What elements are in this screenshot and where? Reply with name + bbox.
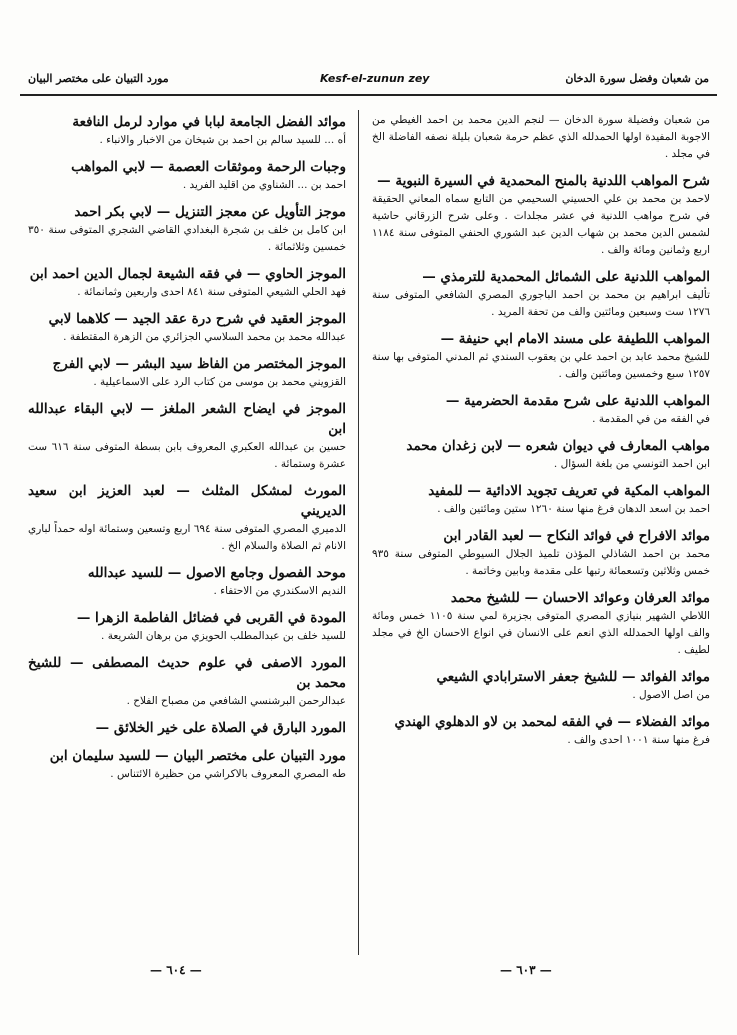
entry-body: حسين بن عبدالله العكبري المعروف بابن بسطة المتوفى سنة ٦١٦ ست عشرة وستمائة . [28, 441, 346, 470]
column-divider [358, 110, 359, 955]
entry [372, 329, 710, 383]
entry [372, 112, 710, 163]
entry-title: موائد الافراح في فوائد النكاح — لعبد القادر ابن [443, 528, 710, 544]
entry-body: عبدالرحمن البرشنسي الشافعي من مصباح الفلاح . [126, 695, 346, 707]
entry [372, 481, 710, 518]
entry-title: المواهب اللدنية على الشمائل المحمدية للترمذي — [422, 269, 710, 285]
entry [372, 712, 710, 749]
entry-body: اللاطي الشهير بنيازي المصري المتوفى بجزيرة لمي سنة ١١٠٥ خمس ومائة والف اولها الحمدلله الذي انعم على الانسان في انواع الاحسان الخ في مجلد لطيف . [372, 610, 710, 656]
entry-body: احمد بن ... الشناوي من اقليد الفريد . [182, 179, 346, 191]
entry-title: موجز التأويل عن معجز التنزيل — لابي بكر احمد [74, 204, 346, 220]
entry [28, 746, 346, 783]
entry-title: المورد الاصفى في علوم حديث المصطفى — للشيخ محمد بن [28, 655, 346, 691]
entry-title: الموجز العقيد في شرح درة عقد الجيد — كلاهما لابي [48, 311, 346, 327]
entry-body: من اصل الاصول . [632, 689, 710, 701]
entry-title: المودة في القربى في فضائل الفاطمة الزهرا — [76, 610, 346, 626]
entry [28, 157, 346, 194]
entry [28, 718, 346, 738]
entry-body: تأليف ابراهيم بن محمد بن احمد الباجوري المصري الشافعي المتوفى سنة ١٢٧٦ ست وسبعين ومائتين والف من تحفة المريد . [372, 289, 710, 318]
entry-body: الدميري المصري المتوفى سنة ٦٩٤ اربع وتسعين وستمائة اوله حمداً لباري الانام ثم الصلاة والسلام الخ . [28, 523, 346, 552]
entry-title: الموجز في ايضاح الشعر الملغز — لابي البقاء عبدالله ابن [28, 401, 346, 437]
entry-title: الموجز المختصر من الفاظ سيد البشر — لابي الفرج [52, 356, 346, 372]
entry-body: لاحمد بن محمد بن علي الحسيني السحيمي من التابع سماه المعاني الحقيقة في شرح مواهب اللدنية في عشر مجلدات . وعلى شرح الزرقاني حاشية لشمس الدين محمد بن شهاب الدين عبد الشوري الحنفي المتوفى سنة ١١٨٤ اربع وثمانين ومائة والف . [372, 193, 710, 256]
header-center-title: Kesf-el-zunun zey [320, 72, 430, 85]
left-column [28, 112, 346, 965]
running-header [20, 58, 717, 92]
entry [28, 354, 346, 391]
entry-title: المواهب اللطيفة على مسند الامام ابي حنيفة — [440, 331, 710, 347]
entry-body: طه المصري المعروف بالاكراشي من حظيرة الائتناس . [110, 768, 346, 780]
entry-title: موائد الفوائد — للشيخ جعفر الاسترابادي الشيعي [436, 669, 710, 685]
entry [28, 264, 346, 301]
entry-body: من شعبان وفضيلة سورة الدخان — لنجم الدين محمد بن احمد الغيطي من الاجوبة المفيدة اولها الحمدلله الذي عظم حرمة شعبان بليلة نصفه الفاضلة الخ في مجلد . [372, 114, 710, 160]
entry-body: أه ... للسيد سالم بن احمد بن شيخان من الاخبار والانباء . [99, 134, 346, 146]
entry-body: للشيخ محمد عابد بن احمد علي بن يعقوب السندي ثم المدني المتوفى بها سنة ١٢٥٧ سبع وخمسين ومائتين والف . [372, 351, 710, 380]
entry-title: موائد الفضلاء — في الفقه لمحمد بن لاو الدهلوي الهندي [394, 714, 710, 730]
entry-body: عبدالله محمد بن محمد السلاسي الجزائري من الزهرة المقتطفة . [63, 331, 346, 343]
entry-body: فهد الحلي الشيعي المتوفى سنة ٨٤١ احدى واربعين وثمانمائة . [77, 286, 346, 298]
entry-title: المورد البارق في الصلاة على خير الخلائق — [95, 720, 346, 736]
page-number-right: — ٦٠٣ — [500, 963, 552, 977]
entry [372, 171, 710, 259]
entry [372, 267, 710, 321]
entry [372, 526, 710, 580]
entry-body: محمد بن احمد الشاذلي المؤذن تلميذ الجلال السيوطي المتوفى سنة ٩٣٥ خمس وثلاثين وتسعمائة رتبها على مقدمة وبابين وخاتمة . [372, 548, 710, 577]
entry-title: المواهب المكية في تعريف تجويد الادائية — للمفيد [428, 483, 710, 499]
header-rule [20, 94, 717, 96]
entry [28, 309, 346, 346]
entry-body: النديم الاسكندري من الاحتفاء . [213, 585, 346, 597]
entry-title: وجبات الرحمة وموثقات العصمة — لابي المواهب [71, 159, 346, 175]
entry [28, 608, 346, 645]
entry [372, 667, 710, 704]
entry-body: في الفقه من في المقدمة . [592, 413, 710, 425]
entry-body: فرغ منها سنة ١٠٠١ احدى والف . [567, 734, 710, 746]
entry [28, 399, 346, 473]
entry-title: المواهب اللدنية على شرح مقدمة الحضرمية — [445, 393, 710, 409]
entry-body: ابن احمد التونسي من بلغة السؤال . [553, 458, 710, 470]
right-column [372, 112, 710, 965]
entry-title: مواهب المعارف في ديوان شعره — لابن زغدان محمد [406, 438, 710, 454]
entry [28, 653, 346, 710]
entry-title: المورث لمشكل المثلث — لعبد العزيز ابن سعيد الديريني [28, 483, 346, 519]
header-left-title: مورد التبيان على مختصر البيان [28, 72, 169, 85]
entry-title: شرح المواهب اللدنية بالمنح المحمدية في السيرة النبوية — [377, 173, 710, 189]
entry [28, 481, 346, 555]
entry-title: مورد التبيان على مختصر البيان — للسيد سليمان ابن [49, 748, 346, 764]
entry [372, 391, 710, 428]
entry [28, 112, 346, 149]
entry-title: الموجز الحاوي — في فقه الشيعة لجمال الدين احمد ابن [29, 266, 346, 282]
entry-body: للسيد خلف بن عبدالمطلب الحويزي من برهان الشريعة . [101, 630, 346, 642]
entry-title: موائد العرفان وعوائد الاحسان — للشيخ محمد [450, 590, 710, 606]
entry-body: احمد بن اسعد الدهان فرغ منها سنة ١٢٦٠ ستين ومائتين والف . [437, 503, 710, 515]
entry-title: موحد الفصول وجامع الاصول — للسيد عبدالله [87, 565, 346, 581]
page-number-left: — ٦٠٤ — [150, 963, 202, 977]
header-right-title: من شعبان وفضل سورة الدخان [565, 72, 709, 85]
entry-body: ابن كامل بن خلف بن شجرة البغدادي القاضي الشجري المتوفى سنة ٣٥٠ خمسين وثلاثمائة . [28, 224, 346, 253]
entry [28, 202, 346, 256]
entry [372, 436, 710, 473]
entry [28, 563, 346, 600]
entry-body: القزويني محمد بن موسى من كتاب الرد على الاسماعيلية . [93, 376, 346, 388]
entry-title: موائد الفضل الجامعة لبابا في موارد لرمل النافعة [72, 114, 346, 130]
entry [372, 588, 710, 659]
